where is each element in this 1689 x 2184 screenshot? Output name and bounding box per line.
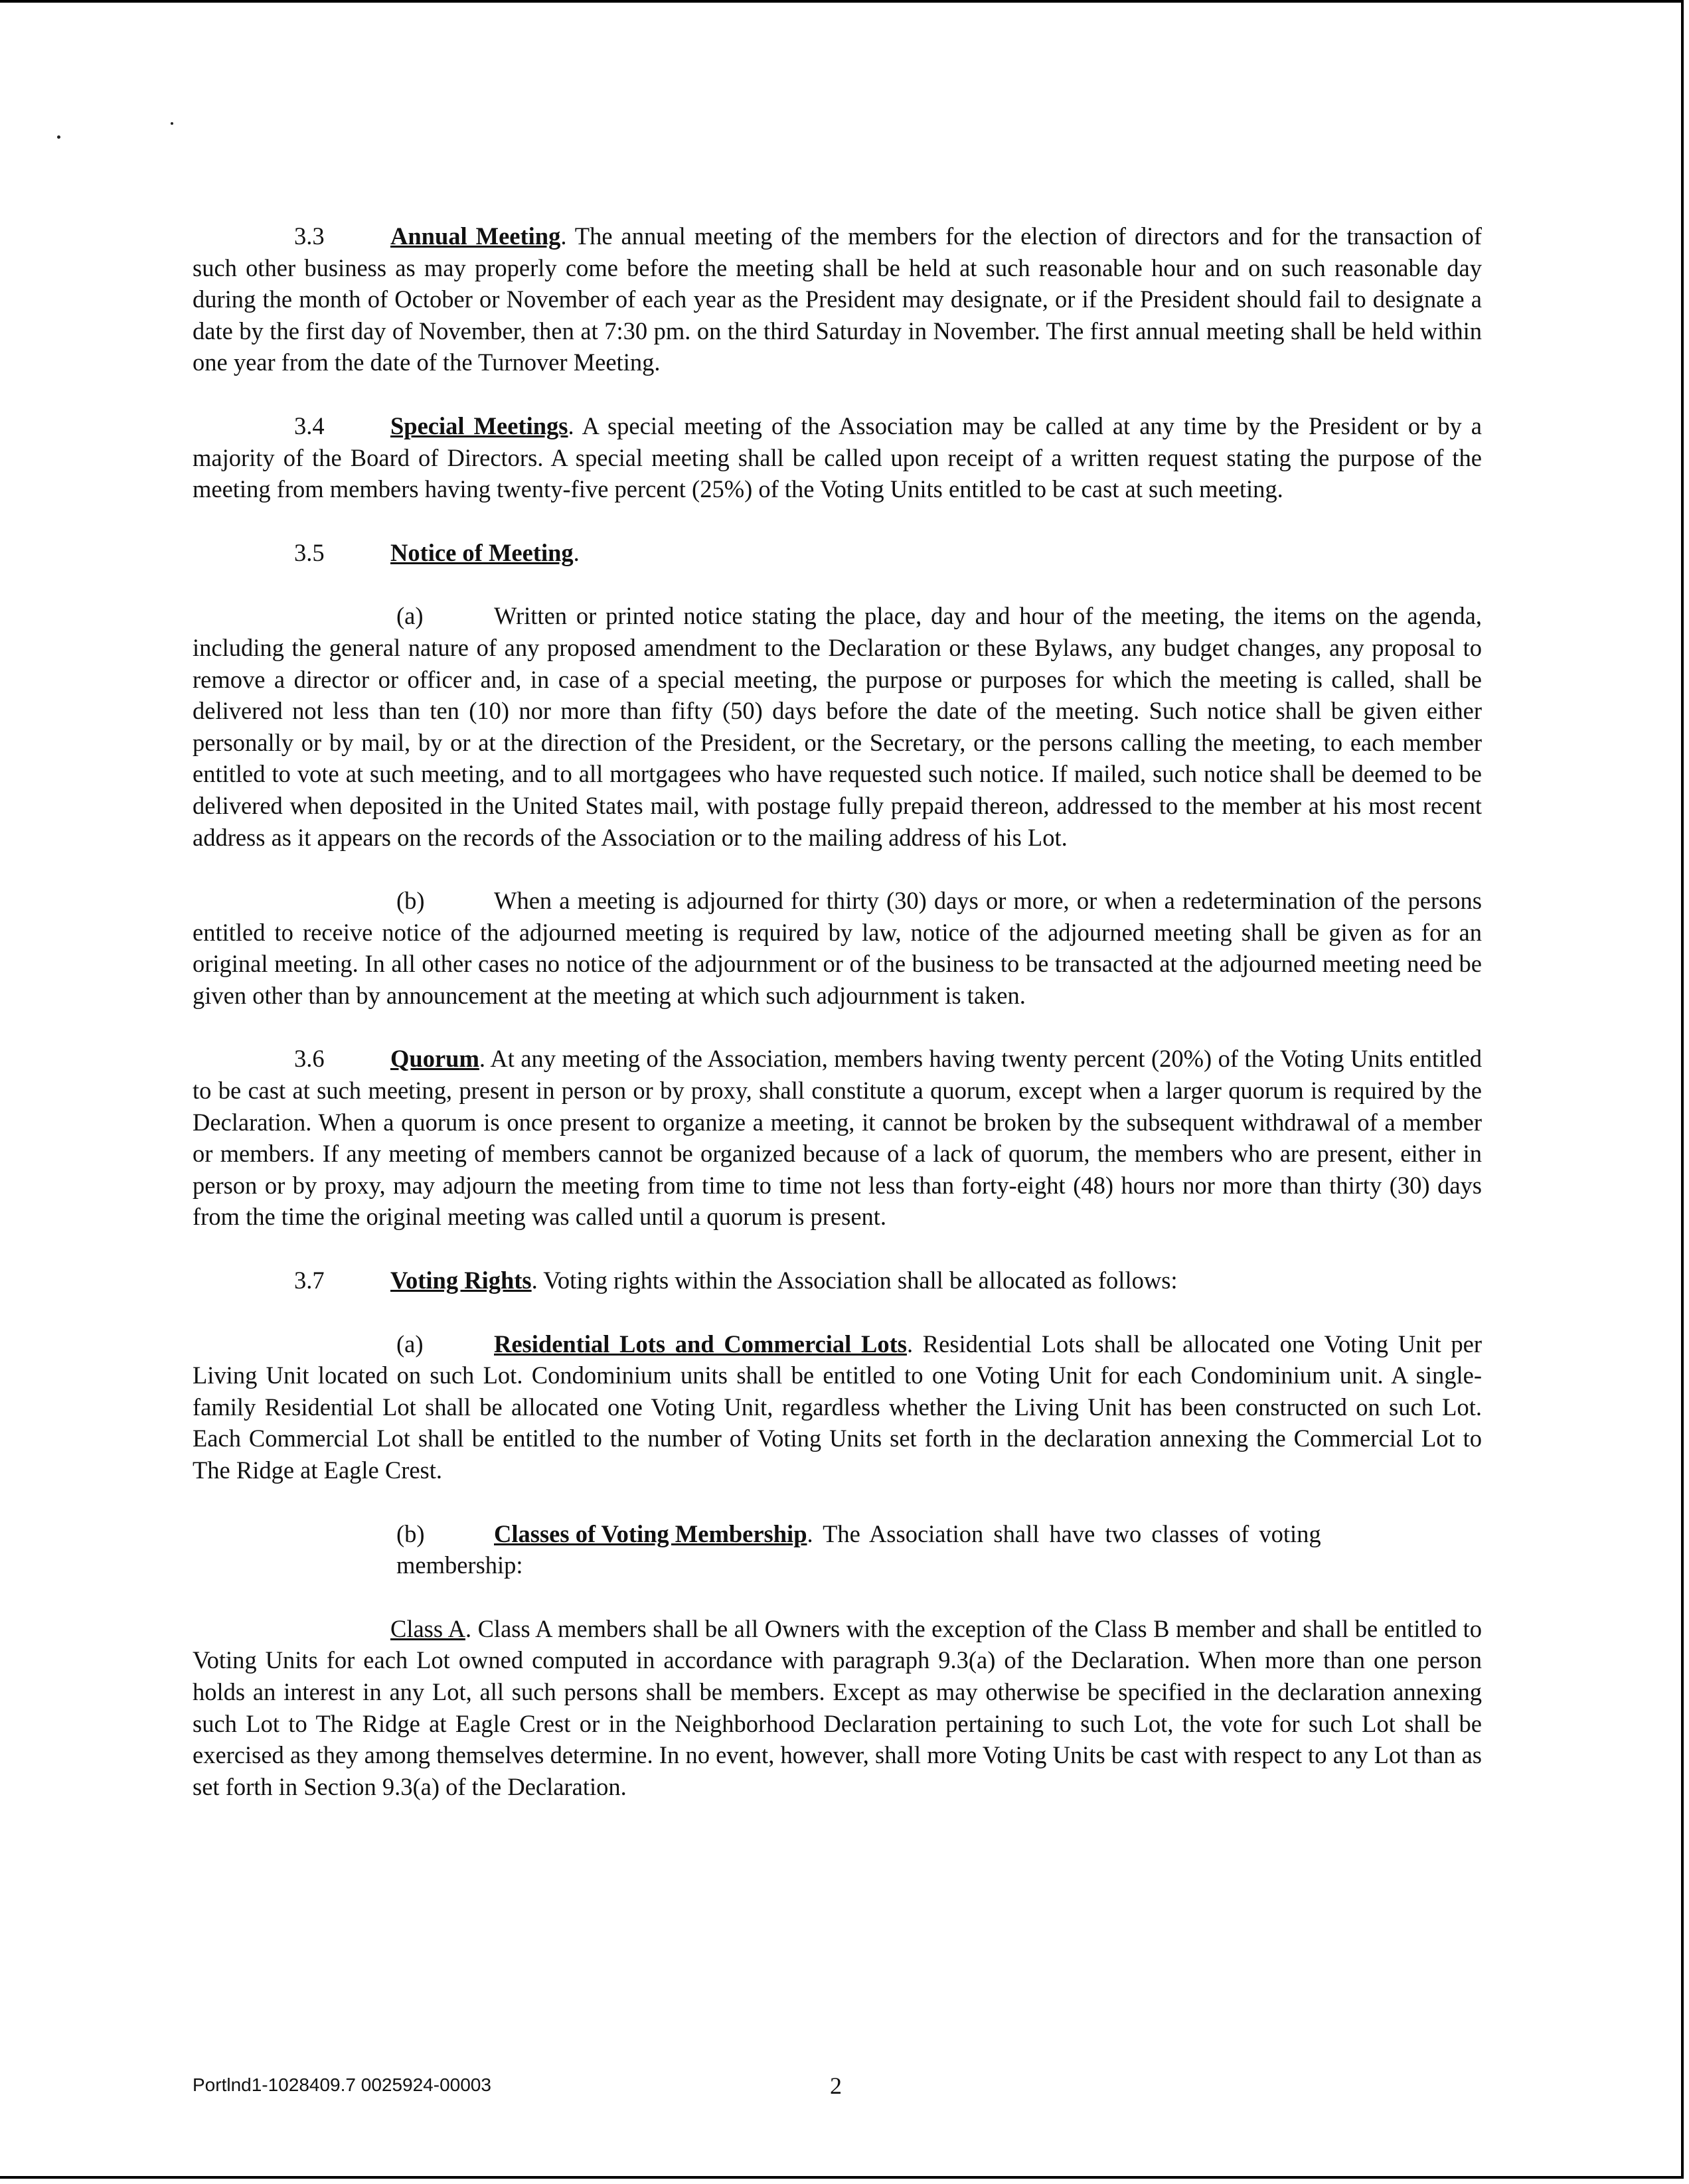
section-heading: Annual Meeting xyxy=(390,222,561,250)
class-a-membership xyxy=(193,1613,1482,1803)
section-heading: Special Meetings xyxy=(390,412,568,439)
subsection-label: (b) xyxy=(396,1520,425,1547)
section-heading: Voting Rights xyxy=(390,1267,532,1294)
section-number: 3.3 xyxy=(294,222,325,250)
section-3-7-a xyxy=(193,1328,1482,1486)
section-heading: Notice of Meeting xyxy=(390,538,574,566)
subsection-body: When a meeting is adjourned for thirty (30) days or more, or when a redetermination of the persons entitled to receive notice of the adjourned meeting is required by law, notice of the adjourned meeting shall be given as for an original meeting. In all other cases no notice of the adjournment or of the business to be transacted at the adjourned meeting need be given other than by announcement at the meeting at which such adjournment is taken. xyxy=(193,887,1482,1009)
section-3-3 xyxy=(193,220,1482,378)
section-3-7-b xyxy=(193,1518,1482,1581)
subsection-heading: Residential Lots and Commercial Lots xyxy=(494,1330,907,1358)
document-id: Portlnd1-1028409.7 0025924-00003 xyxy=(193,2074,491,2095)
subsection-label: (a) xyxy=(396,1330,424,1358)
section-body: . The annual meeting of the members for the election of directors and for the transaction of such other business as may properly come before the meeting shall be held at such reasonable hour and on such reasonable day during the month of October or November of each year as the President may designate, or if the President should fail to designate a date by the first day of November, then at 7:30 pm. on the third Saturday in November. The first annual meeting shall be held within one year from the date of the Turnover Meeting. xyxy=(193,222,1482,376)
class-body: . Class A members shall be all Owners with the exception of the Class B member and shall be entitled to Voting Units for each Lot owned computed in accordance with paragraph 9.3(a) of the Declaration. When more than one person holds an interest in any Lot, all such persons shall be members. Except as may otherwise be specified in the declaration annexing such Lot to The Ridge at Eagle Crest or in the Neighborhood Declaration pertaining to such Lot, the vote for such Lot shall be exercised as they among themselves determine. In no event, however, shall more Voting Units be cast with respect to any Lot than as set forth in Section 9.3(a) of the Declaration. xyxy=(193,1614,1482,1800)
class-heading: Class A xyxy=(390,1614,465,1642)
subsection-body: . Residential Lots shall be allocated one Voting Unit per Living Unit located on such Lot. Condominium units shall be entitled to one Voting Unit for each Condominium unit. A single-family Residential Lot shall be allocated one Voting Unit, regardless whether the Living Unit has been constructed on such Lot. Each Commercial Lot shall be entitled to the number of Voting Units set forth in the declaration annexing the Commercial Lot to The Ridge at Eagle Crest. xyxy=(193,1330,1482,1484)
subsection-body: . The Association shall have two classes of voting xyxy=(807,1520,1321,1547)
scan-speck xyxy=(57,135,60,139)
section-3-5-a xyxy=(193,600,1482,853)
section-3-7 xyxy=(193,1265,1482,1296)
subsection-label: (a) xyxy=(396,602,424,630)
section-number: 3.7 xyxy=(294,1267,325,1294)
section-number: 3.6 xyxy=(294,1045,325,1073)
page-number: 2 xyxy=(830,2072,842,2099)
subsection-heading: Classes of Voting Membership xyxy=(494,1520,807,1547)
section-body: . A special meeting of the Association may be called at any time by the President or by a majority of the Board of Directors. A special meeting shall be called upon receipt of a written request stating the purpose of the meeting from members having twenty-five percent (25%) of the Voting Units entitled to be cast at such meeting. xyxy=(193,412,1482,503)
scan-speck xyxy=(171,122,173,125)
subsection-label: (b) xyxy=(396,887,425,915)
section-body: . Voting rights within the Association shall be allocated as follows: xyxy=(531,1267,1178,1294)
section-3-4 xyxy=(193,410,1482,505)
subsection-body-tail: membership: xyxy=(396,1551,523,1579)
section-number: 3.4 xyxy=(294,412,325,439)
section-heading: Quorum xyxy=(390,1045,479,1073)
section-3-5-b xyxy=(193,885,1482,1011)
section-number: 3.5 xyxy=(294,538,325,566)
document-body xyxy=(193,220,1482,1834)
subsection-body: Written or printed notice stating the place, day and hour of the meeting, the items on the agenda, including the general nature of any proposed amendment to the Declaration or these Bylaws, any budget changes, any proposal to remove a director or officer and, in case of a special meeting, the purpose or purposes for which the meeting is called, shall be delivered not less than ten (10) nor more than fifty (50) days before the date of the meeting. Such notice shall be given either personally or by mail, by or at the direction of the President, or the Secretary, or the persons calling the meeting, to each member entitled to vote at such meeting, and to all mortgagees who have requested such notice. If mailed, such notice shall be deemed to be delivered when deposited in the United States mail, with postage fully prepaid thereon, addressed to the member at his most recent address as it appears on the records of the Association or to the mailing address of his Lot. xyxy=(193,602,1482,851)
section-3-5 xyxy=(193,537,1482,569)
section-3-6 xyxy=(193,1043,1482,1233)
section-body: . At any meeting of the Association, members having twenty percent (20%) of the Voting Units entitled to be cast at such meeting, present in person or by proxy, shall constitute a quorum, except when a larger quorum is required by the Declaration. When a quorum is once present to organize a meeting, it cannot be broken by the subsequent withdrawal of a member or members. If any meeting of members cannot be organized because of a lack of quorum, the members who are present, either in person or by proxy, may adjourn the meeting from time to time not less than forty-eight (48) hours nor more than thirty (30) days from the time the original meeting was called until a quorum is present. xyxy=(193,1045,1482,1231)
section-heading-trail: . xyxy=(573,538,580,566)
